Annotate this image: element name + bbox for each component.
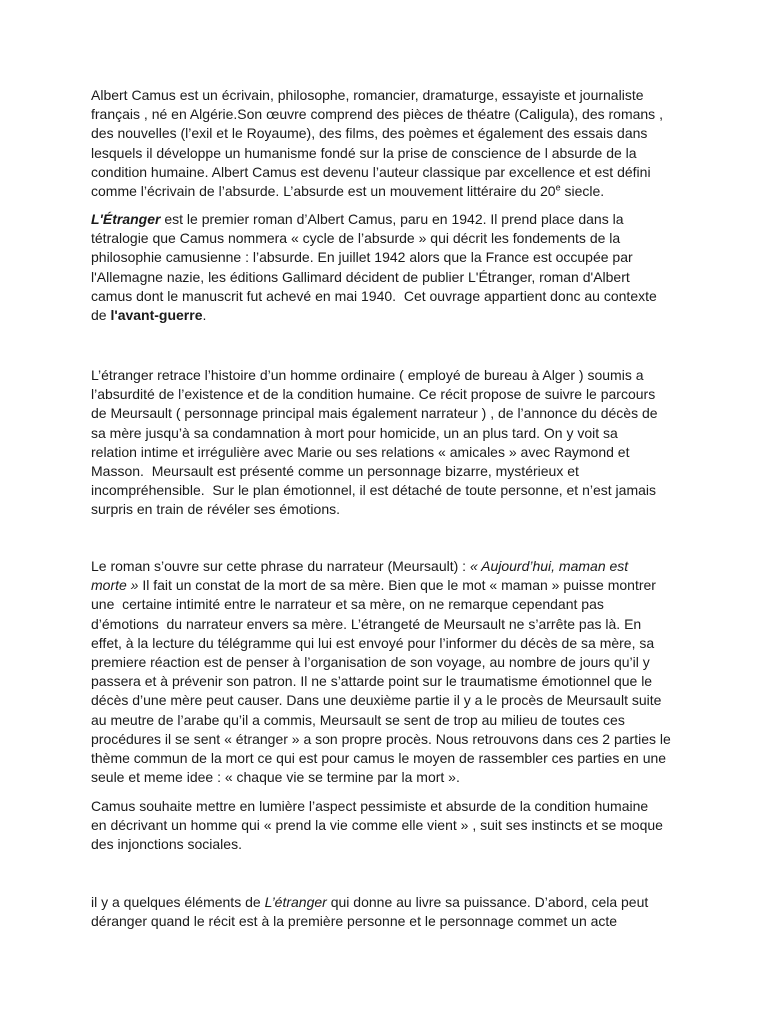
text-line: seule et meme idee : « chaque vie se termine par la mort ». [91,769,460,786]
paragraph-elements [91,893,691,931]
text-line: décès d’une mère peut causer. Dans une deuxième partie il y a le procès de Meursault suite [91,692,662,709]
text-line [91,893,691,912]
text-line: sa mère jusqu’à sa condamnation à mort pour homicide, un an plus tard. On y voit sa [91,424,618,441]
text-line [91,306,691,325]
text-line: condition humaine. Albert Camus est devenu l’auteur classique par excellence et est défini [91,163,651,180]
paragraph-pessimism [91,797,691,855]
text-line: français , né en Algérie.Son œuvre comprend des pièces de théatre (Caligula), des romans , [91,106,663,123]
text-line: premiere réaction est de penser à l’organisation de son voyage, au nombre de jours qu’il y [91,654,650,671]
text-line: incompréhensible. Sur le plan émotionnel, il est détaché de toute personne, et n’est jamais [91,482,657,499]
text-segment: est le premier roman d’Albert Camus, paru en 1942. Il prend place dans la [160,211,624,227]
text-line: Camus souhaite mettre en lumière l’aspect pessimiste et absurde de la condition humaine [91,798,649,814]
text-line: des injonctions sociales. [91,836,242,853]
book-title: L'Étranger [91,211,161,227]
text-line [91,182,691,201]
text-segment: Il fait un constat de la mort de sa mère. Bien que le mot « maman » puisse montrer [138,577,656,594]
text-line: Masson. Meursault est présenté comme un personnage bizarre, mystérieux et [91,463,579,480]
text-line: l’absurdité de l’existence et de la condition humaine. Ce récit propose de suivre le parcours [91,386,656,403]
text-line: des nouvelles (l’exil et le Royaume), des films, des poèmes et également des essais dans [91,125,648,142]
text-line: procédures il se sent « étranger » a son propre procès. Nous retrouvons dans ces 2 parties le [91,730,671,747]
text-line [91,557,691,576]
paragraph-intro [91,86,691,201]
text-segment: comme l’écrivain de l’absurde. L’absurde est un mouvement littéraire du 20 [91,183,556,200]
text-segment: . [202,307,207,324]
text-line: tétralogie que Camus nommera « cycle de l’absurde » qui décrit les fondements de la [91,230,621,247]
text-line: de Meursault ( personnage principal mais également narrateur ) , de l’annonce du décès de [91,405,658,422]
paragraph-etranger-context [91,210,691,325]
bold-term: l'avant-guerre [110,307,203,324]
text-segment: qui donne au livre sa puissance. D’abord, cela peut [326,894,649,910]
text-line: au meutre de l’arabe qu’il a commis, Meursault se sent de trop au milieu de toutes ces [91,711,625,728]
text-line [91,576,691,595]
text-line: lesquels il développe un humanisme fondé sur la prise de conscience de l absurde de la [91,144,637,161]
text-line: déranger quand le récit est à la première personne et le personnage commet un acte [91,913,618,930]
text-line: camus dont le manuscrit fut achevé en mai 1940. Cet ouvrage appartient donc au contexte [91,287,657,304]
text-line: thème commun de la mort ce qui est pour camus le moyen de rassembler ces parties en une [91,750,667,767]
paragraph-summary [91,366,691,520]
text-line: effet, à la lecture du télégramme qui lui est envoyé pour l’informer du décès de sa mère, sa [91,634,655,651]
text-segment: de [91,307,111,324]
text-line: l'Allemagne nazie, les éditions Gallimard décident de publier L'Étranger, roman d'Albert [91,268,630,285]
quote: « Aujourd’hui, maman est [469,558,629,574]
book-title: L’étranger [264,894,327,910]
text-line: philosophie camusienne : l’absurde. En juillet 1942 alors que la France est occupée par [91,249,633,266]
text-segment: Le roman s’ouvre sur cette phrase du narrateur (Meursault) : [91,558,470,574]
text-line [91,210,691,229]
text-line: relation intime et irrégulière avec Marie ou ses relations « amicales » avec Raymond et [91,443,630,460]
text-line: une certaine intimité entre le narrateur et sa mère, on ne remarque cependant pas [91,596,604,613]
superscript: e [555,182,561,193]
text-line: L’étranger retrace l’histoire d’un homme ordinaire ( employé de bureau à Alger ) soumis a [91,367,644,383]
text-segment: siecle. [560,183,605,200]
paragraph-opening-sentence [91,557,691,787]
text-segment: il y a quelques éléments de [91,894,265,910]
text-line: d’émotions du narrateur envers sa mère. L’étrangeté de Meursault ne s’arrête pas là. En [91,615,642,632]
text-line: passera et à prévenir son patron. Il ne s’attarde point sur le traumatisme émotionnel que le [91,673,653,690]
text-line: en décrivant un homme qui « prend la vie comme elle vient » , suit ses instincts et se moque [91,817,663,834]
text-line: Albert Camus est un écrivain, philosophe, romancier, dramaturge, essayiste et journaliste [91,87,644,103]
text-line: surpris en train de révéler ses émotions. [91,501,340,518]
quote: morte » [91,577,139,594]
